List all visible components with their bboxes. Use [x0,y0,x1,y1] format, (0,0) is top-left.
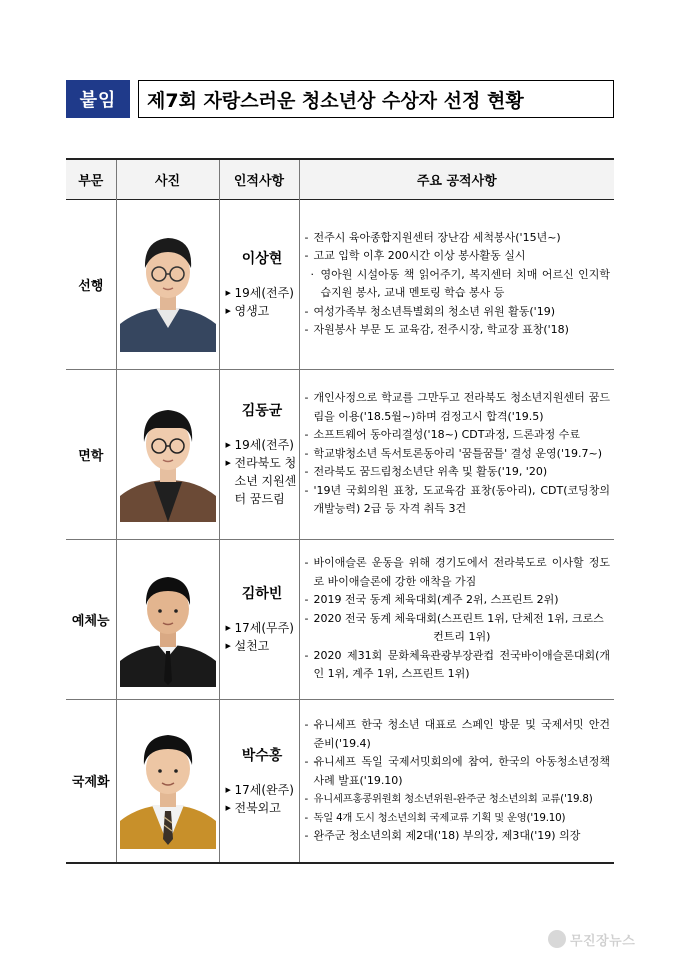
achievement-text: 2020 제31회 문화체육관광부장관컵 전국바이애슬론대회(개인 1위, 계주 1위, 스프린트 1위) [313,648,610,681]
bullet-icon: ▶ [225,803,231,812]
achievement-marker: - [304,446,309,460]
achievement-marker: - [304,556,309,570]
column-header-photo: 사진 [116,159,219,199]
category-cell: 국제화 [66,699,116,863]
achievement-marker: - [304,483,309,497]
achievement-item [305,482,611,519]
student-name: 이상현 [241,251,283,267]
details-cell [219,699,299,863]
details-cell [219,539,299,699]
achievement-text: 고교 입학 이후 200시간 이상 봉사활동 실시 [313,249,526,262]
achievement-marker [305,628,314,647]
table-row [66,199,614,369]
achievement-item [305,389,611,426]
achievement-text: 바이애슬론 운동을 위해 경기도에서 전라북도로 이사할 정도로 바이애슬론에 강한 애착을 가짐 [313,556,610,588]
student-name: 김동균 [241,403,283,419]
achievement-marker: - [304,648,309,662]
achievement-marker: · [310,267,314,281]
attachment-tag: 붙임 [66,80,130,118]
student-photo [120,386,216,522]
achievement-text: 전주시 육아종합지원센터 장난감 세척봉사('15년~) [313,230,561,244]
achievement-item [305,426,611,445]
achievement-item [305,716,611,753]
achievement-marker: - [304,611,309,625]
achievement-item [305,610,611,629]
achievement-marker: - [304,811,309,824]
column-header-achievements: 주요 공적사항 [299,159,614,199]
photo-cell [116,199,219,369]
achievement-item [305,463,611,482]
student-school: 전북외고 [234,800,281,815]
table-row [66,539,614,699]
achievements-cell [299,369,614,539]
page-title: 제7회 자랑스러운 청소년상 수상자 선정 현황 [138,80,614,118]
achievement-text: 소프트웨어 동아리결성('18~) CDT과정, 드론과정 수료 [313,428,580,442]
bullet-icon: ▶ [225,642,231,650]
achievement-text: 전라북도 꿈드림청소년단 위촉 및 활동('19, '20) [313,465,548,479]
details-cell [219,199,299,369]
bullet-icon: ▶ [225,785,231,794]
achievements-cell [299,539,614,699]
student-school: 설천고 [234,639,270,653]
bullet-icon: ▶ [225,307,231,315]
student-photo [120,216,216,352]
achievement-item [305,628,611,647]
achievement-item [305,247,611,266]
achievement-text: 2020 전국 동계 체육대회(스프린트 1위, 단체전 1위, 크로스 [313,611,604,625]
achievement-item [305,229,611,248]
achievement-text: 2019 전국 동계 체육대회(계주 2위, 스프린트 2위) [313,593,559,607]
achievement-item [305,321,611,340]
achievement-item [305,647,611,684]
achievement-marker: - [304,249,309,262]
achievement-text: '19년 국회의원 표창, 도교육감 표창(동아리), CDT(코딩창의개발능력) 2급 등 자격 취득 3건 [313,483,610,516]
achievement-text: 개인사정으로 학교를 그만두고 전라북도 청소년지원센터 꿈드림을 이용('18.5월~)하며 검정고시 합격('19.5) [313,391,610,423]
achievement-item [305,554,611,591]
achievement-text: 여성가족부 청소년특별회의 청소년 위원 활동('19) [313,304,555,318]
achievement-marker: - [304,323,309,336]
achievement-marker: - [304,593,309,607]
column-header-details: 인적사항 [219,159,299,199]
watermark-text: 무진장뉴스 [570,933,636,949]
achievement-text: 학교밖청소년 독서토론동아리 '꿈틀꿈틀' 결성 운영('19.7~) [313,446,602,460]
student-age: 19세(전주) [234,286,294,300]
achievement-text: 자원봉사 부문 도 교육감, 전주시장, 학교장 표창('18) [313,323,569,336]
category-cell: 예체능 [66,539,116,699]
bullet-icon: ▶ [225,441,231,449]
achievement-marker: - [304,391,309,405]
watermark [548,928,676,950]
achievement-marker: - [304,428,309,442]
achievement-marker: - [304,755,309,768]
details-cell [219,369,299,539]
achievement-text: 컨트리 1위) [433,630,491,644]
photo-cell [116,369,219,539]
student-school: 영생고 [234,304,270,318]
category-cell: 선행 [66,199,116,369]
achievement-item [305,303,611,322]
achievement-marker: - [304,793,309,805]
bullet-icon: ▶ [225,289,231,297]
achievement-item [305,591,611,610]
table-row [66,699,614,863]
table-header-row [66,159,614,199]
achievements-cell [299,699,614,863]
student-name: 김하빈 [241,586,283,602]
student-school: 전라북도 청소년 지원센터 꿈드림 [234,456,297,506]
achievement-text: 완주군 청소년의회 제2대('18) 부의장, 제3대('19) 의장 [313,829,581,842]
achievement-marker: - [304,718,309,731]
achievement-item [305,266,611,303]
student-age: 17세(무주) [234,621,294,635]
bullet-icon: ▶ [225,624,231,632]
achievement-marker: - [304,304,309,318]
achievement-marker: - [304,230,309,244]
column-header-category: 부문 [66,159,116,199]
title-row [66,80,614,118]
student-photo [120,713,216,849]
student-age: 19세(전주) [234,438,294,452]
awards-table [66,158,614,864]
achievement-text: 유니세프 독일 국제서밋회의에 참여, 한국의 아동청소년정책사례 발표('19.10) [313,755,610,787]
category-cell: 면학 [66,369,116,539]
achievement-text: 유니세프홍콩위원회 청소년위원-완주군 청소년의회 교류('19.8) [313,793,593,805]
news-logo-icon [548,930,566,948]
table-row [66,369,614,539]
student-photo [120,551,216,687]
achievement-item [305,445,611,464]
achievement-item [305,790,611,809]
achievements-cell [299,199,614,369]
achievement-text: 독일 4개 도시 청소년의회 국제교류 기획 및 운영('19.10) [313,811,566,824]
bullet-icon: ▶ [225,459,231,467]
achievement-text: 유니세프 한국 청소년 대표로 스페인 방문 및 국제서밋 안건 준비('19.4) [313,718,610,750]
achievement-item [305,827,611,846]
achievement-marker: - [304,465,309,479]
photo-cell [116,699,219,863]
student-name: 박수홍 [241,747,283,764]
achievement-text: 영아원 시설아동 책 읽어주기, 복지센터 치매 어르신 인지학습지원 봉사, 교내 멘토링 학습 봉사 등 [320,267,610,299]
achievement-marker: - [304,829,309,842]
photo-cell [116,539,219,699]
student-age: 17세(완주) [234,782,294,797]
achievement-item [305,753,611,790]
achievement-item [305,809,611,828]
